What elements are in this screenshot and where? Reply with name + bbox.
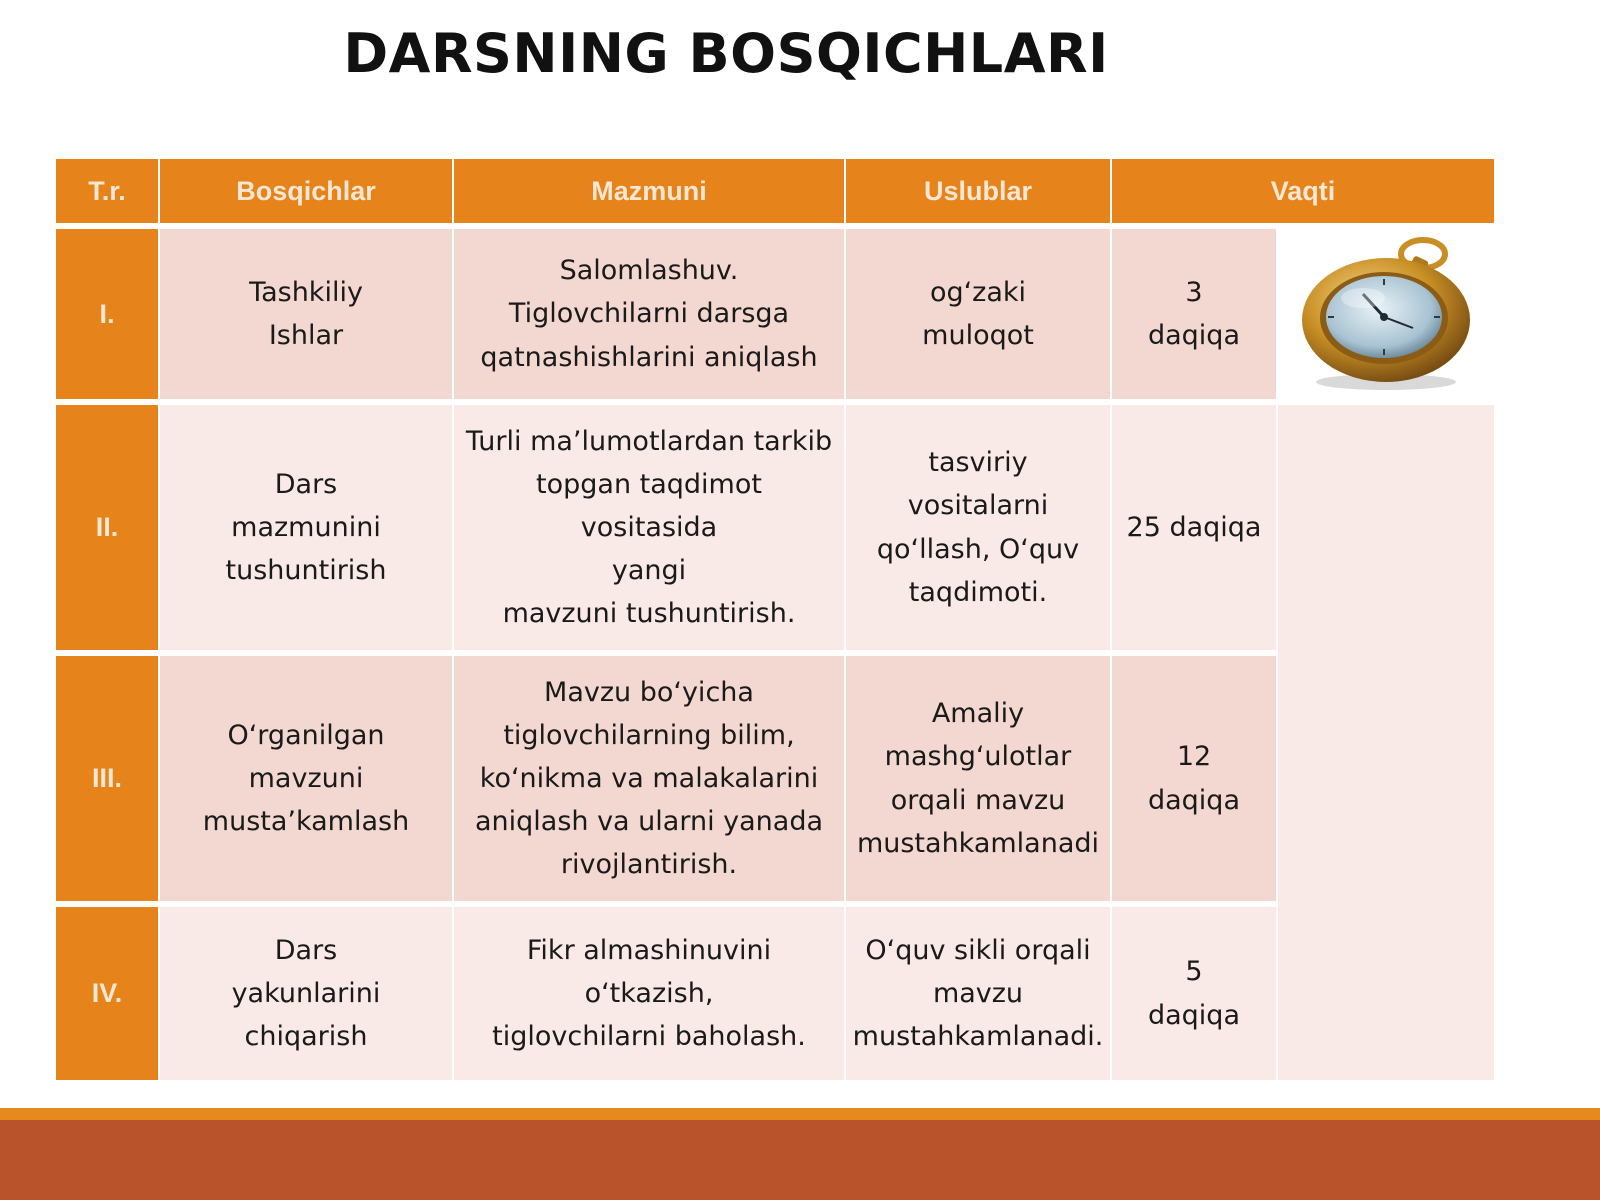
content-cell	[454, 229, 844, 399]
time-text: 5 daqiqa	[1147, 956, 1240, 1031]
method-cell	[846, 656, 1110, 901]
clock-cell	[1278, 229, 1494, 399]
footer-bar	[0, 1120, 1600, 1200]
content-text: Mavzu bo‘yicha tiglovchilarning bilim, ko‘nikma va malakalarini aniqlash va ularni yanada rivojlantirish.	[474, 676, 824, 881]
time-text: 25 daqiqa	[1126, 511, 1262, 543]
method-text: Amaliy mashg‘ulotlar orqali mavzu mustahkamlanadi	[856, 698, 1100, 859]
stage-text: Tashkiliy Ishlar	[249, 276, 363, 351]
time-text: 12 daqiqa	[1147, 741, 1240, 816]
stage-cell	[160, 229, 452, 399]
content-text: Fikr almashinuvini o‘tkazish, tiglovchilarni baholash.	[492, 934, 806, 1053]
stage-cell	[160, 656, 452, 901]
content-cell	[454, 907, 844, 1080]
time-text: 3 daqiqa	[1147, 276, 1240, 351]
method-cell	[846, 907, 1110, 1080]
method-cell	[846, 229, 1110, 399]
time-cell	[1112, 907, 1276, 1080]
method-cell	[846, 405, 1110, 650]
time-cell	[1112, 229, 1276, 399]
time-cell	[1112, 405, 1276, 650]
footer-accent-line	[0, 1108, 1600, 1120]
content-cell	[454, 405, 844, 650]
page-title: DARSNING BOSQICHLARI	[343, 22, 1109, 85]
time-cell	[1112, 656, 1276, 901]
header-mazmuni: Mazmuni	[454, 159, 844, 223]
empty-cell	[1278, 405, 1494, 1080]
header-uslublar: Uslublar	[846, 159, 1110, 223]
header-bosqichlar: Bosqichlar	[160, 159, 452, 223]
lesson-stages-table	[56, 159, 1484, 1065]
header-tr: T.r.	[56, 159, 158, 223]
stage-text: O‘rganilgan mavzuni musta’kamlash	[202, 719, 410, 838]
content-cell	[454, 656, 844, 901]
stage-cell	[160, 405, 452, 650]
row-number: IV.	[56, 907, 158, 1080]
content-text: Turli ma’lumotlardan tarkib topgan taqdimot vositasida yangi mavzuni tushuntirish.	[465, 425, 833, 630]
stage-text: Dars mazmunini tushuntirish	[225, 468, 387, 587]
method-text: og‘zaki muloqot	[922, 276, 1034, 351]
method-text: O‘quv sikli orqali mavzu mustahkamlanadi.	[852, 934, 1104, 1053]
method-text: tasviriy vositalarni qo‘llash, O‘quv taqdimoti.	[876, 447, 1080, 608]
row-number: I.	[56, 229, 158, 399]
row-number: III.	[56, 656, 158, 901]
stage-text: Dars yakunlarini chiqarish	[231, 934, 381, 1053]
pocket-watch-icon	[1291, 232, 1481, 397]
stage-cell	[160, 907, 452, 1080]
row-number: II.	[56, 405, 158, 650]
content-text: Salomlashuv. Tiglovchilarni darsga qatnashishlarini aniqlash	[480, 255, 818, 373]
header-vaqti: Vaqti	[1112, 159, 1494, 223]
